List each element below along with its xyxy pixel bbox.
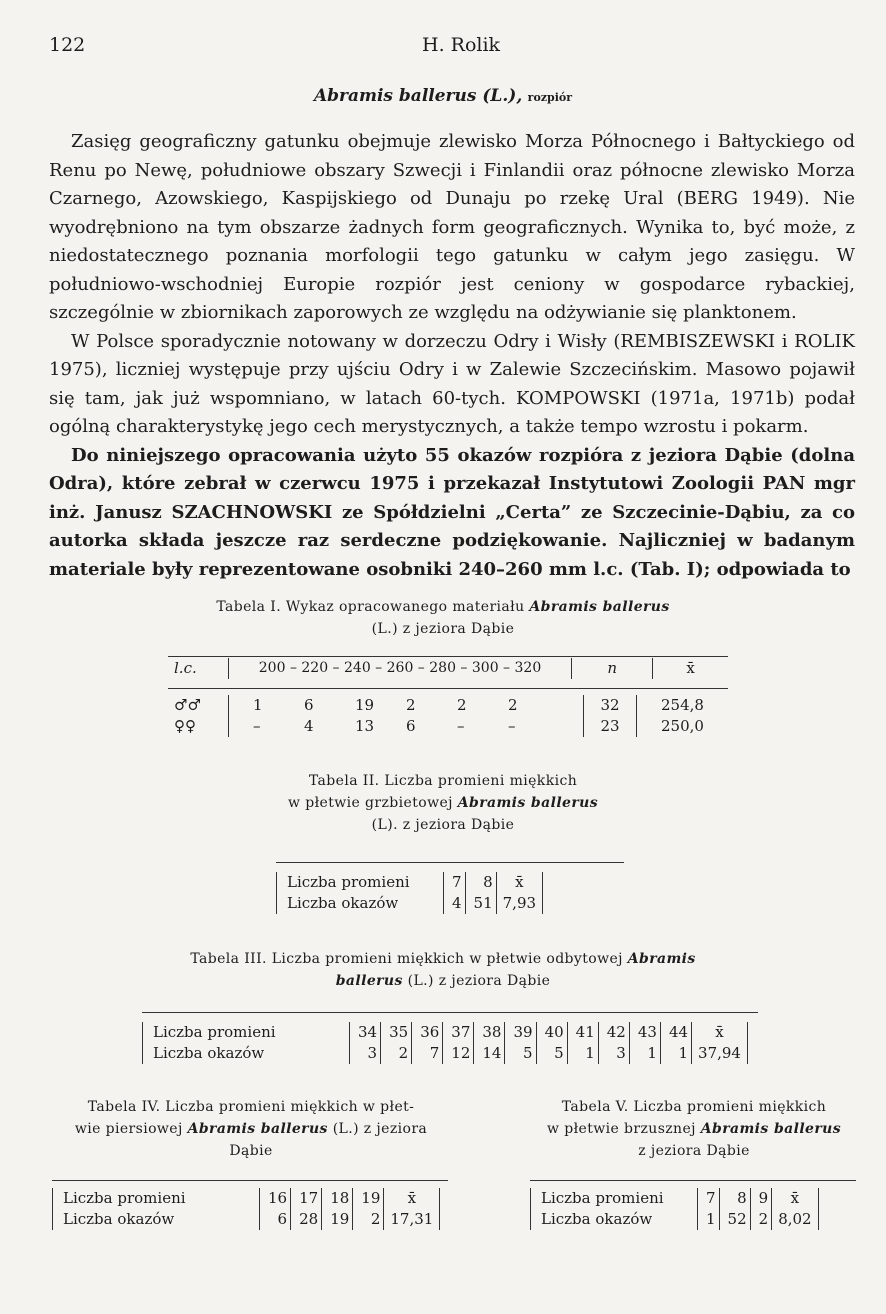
range-values [229,695,584,716]
row-label: Liczba promieni [143,1022,350,1043]
table4-caption: Tabela IV. Liczba promieni miękkich w płet- wie piersiowej Abramis ballerus (L.) z jeziora Dąbie [74,1099,428,1159]
table-row [531,1188,819,1209]
table1-caption-species: Abramis ballerus [529,599,670,615]
table-cell: 28 [291,1209,322,1230]
mean-header: x̄ [692,1022,748,1043]
table2-caption: Tabela II. Liczba promieni miękkich w płetwie grzbietowej Abramis ballerus (L). z jeziora Dąbie [288,773,598,833]
mean-cell: 250,0 [661,717,704,735]
page-number: 122 [49,34,86,56]
table4 [52,1188,448,1230]
table-cell: 37 [443,1022,474,1043]
table-row [53,1209,440,1230]
table-cell: 9 [750,1188,772,1209]
table-cell: 13 [355,717,375,735]
table-cell: 40 [536,1022,567,1043]
table-cell: 1 [253,696,263,714]
table4-top-rule [52,1180,448,1181]
body-text [49,128,855,584]
row-label: ♂♂ [168,695,229,716]
table-cell: 12 [443,1043,474,1064]
mean-cell: 7,93 [496,893,542,914]
table-cell: 19 [322,1209,353,1230]
mean-cell: 254,8 [661,696,704,714]
table1-caption: Tabela I. Wykaz opracowanego materiału Abramis ballerus (L.) z jeziora Dąbie [216,599,670,637]
table1-data [168,695,728,737]
table-row [143,1043,748,1064]
table-cell: 4 [304,717,314,735]
n-cell: 23 [584,716,637,737]
table5-data [530,1188,819,1230]
table-row [277,872,543,893]
table-cell: 14 [474,1043,505,1064]
table-cell: 6 [304,696,314,714]
paragraph-2: W Polsce sporadycznie notowany w dorzeczu Odry i Wisły (REMBISZEWSKI i ROLIK 1975), liczniej występuje przy ujściu Odry i w Zalewie Szczecińskim. Masowo pojawił się tam, jak już wspomniano, w latach 60-tych. KOMPOWSKI (1971a, 1971b) podał ogólną charakterystykę jego cech merystycznych, a także tempo wzrostu i pokarm. [49,330,855,437]
table-cell: 3 [598,1043,629,1064]
table-cell: 2 [381,1043,412,1064]
table-cell: 51 [465,893,496,914]
table-cell: 5 [505,1043,536,1064]
table-cell: 6 [406,717,416,735]
table2-top-rule [276,862,624,863]
table1-body [168,695,728,737]
table3-top-rule [142,1012,758,1013]
table-cell: 42 [598,1022,629,1043]
table-cell: 4 [444,893,466,914]
mean-cell: 37,94 [692,1043,748,1064]
table-row [277,893,543,914]
table-cell: – [508,717,516,735]
row-label: Liczba promieni [531,1188,698,1209]
table3 [142,1022,758,1064]
table-cell: 44 [660,1022,691,1043]
species-name: Abramis ballerus (L.), [313,86,523,106]
mean-header: x̄ [772,1188,818,1209]
table-cell: 19 [353,1188,384,1209]
row-label: Liczba okazów [143,1043,350,1064]
running-header-author: H. Rolik [422,34,501,56]
table3-caption: Tabela III. Liczba promieni miękkich w płetwie odbytowej Abramis ballerus (L.) z jeziora Dąbie [190,951,696,989]
table4-data [52,1188,440,1230]
table2-data [276,872,543,914]
table-cell: 2 [353,1209,384,1230]
table1-top-rule [168,656,728,657]
table-cell: 2 [457,696,467,714]
row-label: Liczba promieni [53,1188,260,1209]
table-cell: 36 [412,1022,443,1043]
row-label: Liczba okazów [531,1209,698,1230]
mean-header: x̄ [384,1188,440,1209]
table-cell: 7 [444,872,466,893]
row-label: Liczba promieni [277,872,444,893]
table-cell: 34 [350,1022,381,1043]
table-cell: 8 [465,872,496,893]
table-cell: 1 [567,1043,598,1064]
mean-header: x̄ [496,872,542,893]
table-cell: 6 [260,1209,291,1230]
table-cell: – [253,717,261,735]
row-label: Liczba okazów [53,1209,260,1230]
table-cell: 43 [629,1022,660,1043]
table-cell: 38 [474,1022,505,1043]
species-common-name: rozpiór [527,91,573,104]
table5 [530,1188,856,1230]
table-cell: 2 [750,1209,772,1230]
table-cell: 1 [629,1043,660,1064]
row-label: Liczba okazów [277,893,444,914]
table-row [168,695,728,716]
table-cell: 7 [412,1043,443,1064]
table1 [168,658,728,679]
mean-cell: 8,02 [772,1209,818,1230]
table-cell: 7 [698,1188,720,1209]
table-cell: 18 [322,1188,353,1209]
table5-top-rule [530,1180,856,1181]
table3-data [142,1022,748,1064]
table-cell: 39 [505,1022,536,1043]
table-cell: – [457,717,465,735]
table-cell: 8 [719,1188,750,1209]
range-values [229,716,584,737]
paragraph-1: Zasięg geograficzny gatunku obejmuje zlewisko Morza Północnego i Bałtyckiego od Renu po Newę, południowe obszary Szwecji i Finlandii oraz północne zlewisko Morza Czarnego, Azowskiego, Kaspijskiego od Dunaju po rzekę Ural (BERG 1949). Nie wyodrębniono na tym obszarze żadnych form geograficznych. Wynika to, być może, z niedostatecznego poznania morfologii tego gatunku w całym jego zasięgu. W południowo-wschodniej Europie rozpiór jest ceniony w gospodarce rybackiej, szczególnie w zbiornikach zaporowych ze względu na odżywianie się planktonem. [49,131,855,323]
mean-cell: 17,31 [384,1209,440,1230]
table-cell: 2 [508,696,518,714]
species-title [0,86,886,106]
table-cell: 3 [350,1043,381,1064]
table-cell: 17 [291,1188,322,1209]
table-cell: 41 [567,1022,598,1043]
n-cell: 32 [584,695,637,716]
table-cell: 2 [406,696,416,714]
table-cell: 16 [260,1188,291,1209]
table1-header-row: l.c. 200 – 220 – 240 – 260 – 280 – 300 – 320 n x̄ [168,658,728,679]
table5-caption: Tabela V. Liczba promieni miękkich w płetwie brzusznej Abramis ballerus z jeziora Dąbie [547,1099,841,1159]
table-cell: 52 [719,1209,750,1230]
table-row [53,1188,440,1209]
row-label: ♀♀ [168,716,229,737]
table-cell: 35 [381,1022,412,1043]
table-cell: 19 [355,696,375,714]
table-cell: 5 [536,1043,567,1064]
table-row [143,1022,748,1043]
table-row [531,1209,819,1230]
table1-mid-rule [168,688,728,689]
table-cell: 1 [660,1043,691,1064]
paragraph-3: Do niniejszego opracowania użyto 55 okazów rozpióra z jeziora Dąbie (dolna Odra), które zebrał w czerwcu 1975 i przekazał Instytutowi Zoologii PAN mgr inż. Janusz SZACHNOWSKI ze Spółdzielni „Certa” ze Szczecinie-Dąbiu, za co autorka składa jeszcze raz serdeczne podziękowanie. Najliczniej w badanym materiale były reprezentowane osobniki 240–260 mm l.c. (Tab. I); odpowiada to [49,444,855,580]
table-cell: 1 [698,1209,720,1230]
table-row [168,716,728,737]
table2 [276,872,624,914]
